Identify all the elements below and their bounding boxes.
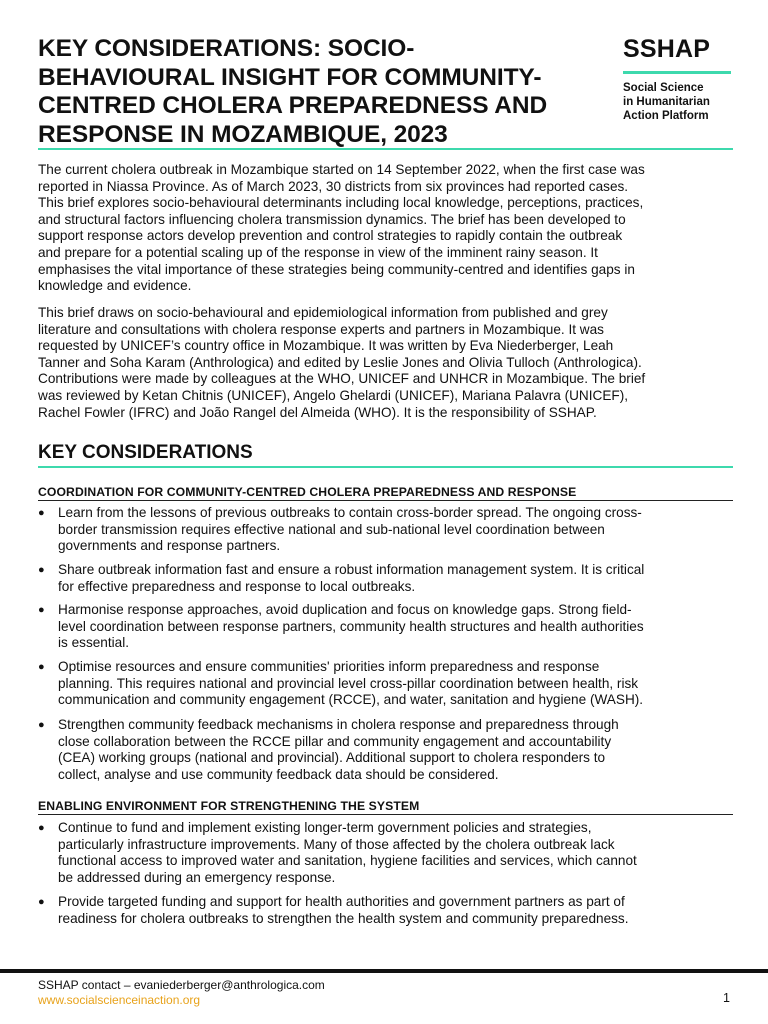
section-heading-coordination: COORDINATION FOR COMMUNITY-CENTRED CHOLERA PREPAREDNESS AND RESPONSE (38, 485, 577, 499)
list-item: ● Continue to fund and implement existing longer-term government policies and strategies, particularly infrastructure improvements. Many of those affected by the cholera outbreak lack functional access to improved water and sanitation, hygiene facilities and services, which cannot be addressed during an emergency response. (38, 820, 637, 885)
list-item: ● Provide targeted funding and support for health authorities and government partners as part of readiness for cholera outbreaks to strengthen the health system and community preparedness. (38, 894, 629, 926)
bullet-icon: ● (38, 822, 45, 834)
document-title (38, 35, 598, 149)
section-divider (38, 500, 733, 501)
key-considerations-heading: KEY CONSIDERATIONS (38, 442, 253, 463)
list-item: ● Optimise resources and ensure communities' priorities inform preparedness and response planning. This requires national and provincial level cross-pillar coordination between health, risk communication and community engagement (RCCE), and water, sanitation and hygiene (WASH). (38, 659, 644, 708)
bullet-icon: ● (38, 719, 45, 731)
title-line: BEHAVIOURAL INSIGHT FOR COMMUNITY- (38, 63, 542, 91)
title-divider (38, 148, 733, 150)
logo-tagline: Social Science in Humanitarian Action Platform (623, 82, 710, 122)
sshap-logo (623, 35, 733, 123)
section-divider (38, 814, 733, 815)
key-considerations-divider (38, 466, 733, 468)
footer-website-link[interactable]: www.socialscienceinaction.org (38, 993, 201, 1007)
page-number: 1 (723, 991, 730, 1005)
section-heading-enabling-environment: ENABLING ENVIRONMENT FOR STRENGTHENING THE SYSTEM (38, 799, 420, 813)
title-line: CENTRED CHOLERA PREPAREDNESS AND (38, 92, 548, 119)
bullet-icon: ● (38, 564, 45, 576)
intro-paragraph-2: This brief draws on socio-behavioural and epidemiological information from published and grey literature and consultations with cholera response experts and partners in Mozambique. It was requested by UNICEF’s country office in Mozambique. It was written by Eva Niederberger, Leah Tanner and Soha Karam (Anthrologica) and edited by Leslie Jones and Olivia Tulloch (Anthrologica). Contributions were made by colleagues at the WHO, UNICEF and UNHCR in Mozambique. The brief was reviewed by Ketan Chitnis (UNICEF), Angelo Ghelardi (UNICEF), Mariana Palavra (UNICEF), Rachel Fowler (IFRC) and João Rangel del Almeida (WHO). It is the responsibility of SSHAP. (38, 305, 646, 420)
footer-divider (0, 969, 768, 973)
logo-wordmark: SSHAP (623, 35, 711, 63)
title-line: KEY CONSIDERATIONS: SOCIO- (38, 35, 415, 62)
intro-paragraph-1: The current cholera outbreak in Mozambique started on 14 September 2022, when the first case was reported in Niassa Province. As of March 2023, 30 districts from six provinces had reported cases. This brief explores socio-behavioural determinants including local knowledge, perceptions, practices, and structural factors influencing cholera transmission dynamics. The brief has been developed to support response actors develop prevention and control strategies to rapidly contain the outbreak and prepare for a potential scaling up of the response in view of the imminent rainy season. It emphasises the vital importance of these strategies being community-centred and identifies gaps in knowledge and evidence. (38, 162, 645, 294)
bullet-icon: ● (38, 507, 45, 519)
bullet-icon: ● (38, 896, 45, 908)
list-item: ● Harmonise response approaches, avoid duplication and focus on knowledge gaps. Strong field- level coordination between response partners, community health structures and health authorities is essential. (38, 602, 644, 651)
footer-contact: SSHAP contact – evaniederberger@anthrologica.com (38, 978, 325, 992)
bullet-icon: ● (38, 604, 45, 616)
list-item: ● Share outbreak information fast and ensure a robust information management system. It is critical for effective preparedness and response to local outbreaks. (38, 562, 645, 594)
bullet-icon: ● (38, 661, 45, 673)
list-item: ● Strengthen community feedback mechanisms in cholera response and preparedness through close collaboration between the RCCE pillar and community engagement and accountability (CEA) working groups (national and provincial). Additional support to cholera responders to collect, analyse and use community feedback data should be considered. (38, 717, 619, 782)
title-line: RESPONSE IN MOZAMBIQUE, 2023 (38, 120, 448, 148)
logo-accent-bar (623, 71, 731, 74)
list-item: ● Learn from the lessons of previous outbreaks to contain cross-border spread. The ongoing cross- border transmission requires effective national and sub-national level coordination between governments and response partners. (38, 505, 642, 554)
